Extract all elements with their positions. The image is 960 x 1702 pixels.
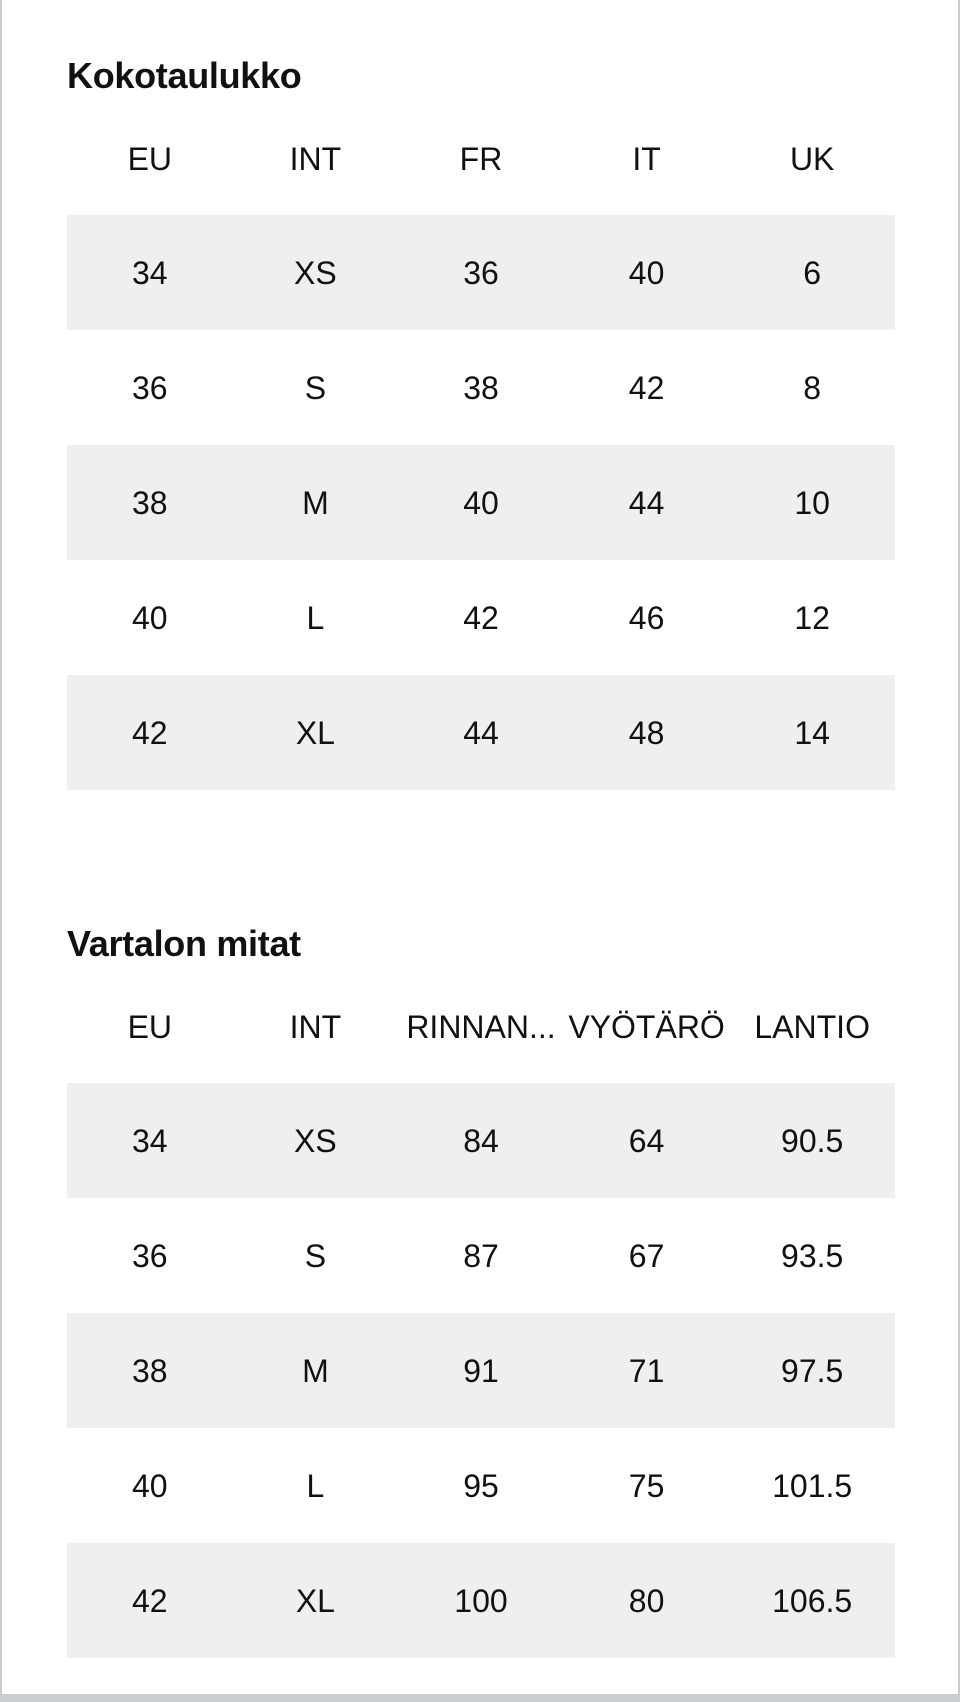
table-cell: 48 [628, 714, 665, 751]
table-cell: XL [295, 1582, 335, 1619]
table-cell: 8 [803, 369, 822, 406]
column-header-fr: FR [459, 141, 503, 177]
table-cell: 34 [132, 1122, 168, 1159]
table-cell: 64 [628, 1122, 665, 1159]
table-row [67, 1313, 895, 1428]
table-cell: XL [295, 714, 335, 751]
table-cell: 91 [463, 1352, 499, 1389]
table-cell: 90.5 [781, 1122, 844, 1159]
table-row [67, 1543, 895, 1658]
table-row [67, 675, 895, 790]
table-row [67, 560, 895, 675]
body-measurements-table [67, 975, 895, 1658]
table-row [67, 1083, 895, 1198]
table-cell: 10 [794, 484, 830, 521]
table-cell: 84 [463, 1122, 499, 1159]
column-header-eu: EU [127, 1009, 173, 1045]
table-cell: 12 [794, 599, 830, 636]
column-header-int: INT [289, 141, 342, 177]
table-cell: M [302, 1352, 329, 1389]
table-cell: 101.5 [772, 1467, 853, 1504]
table-cell: M [302, 484, 329, 521]
table-cell: L [306, 1467, 325, 1504]
table-cell: 42 [463, 599, 499, 636]
size-guide-panel [2, 0, 958, 1694]
table-cell: 34 [132, 254, 168, 291]
table-cell: 106.5 [772, 1582, 853, 1619]
table-cell: 40 [628, 254, 665, 291]
table-row [67, 445, 895, 560]
column-header-int: INT [289, 1009, 342, 1045]
table-cell: 40 [132, 1467, 168, 1504]
table-cell: 97.5 [781, 1352, 844, 1389]
table-row [67, 1198, 895, 1313]
table-cell: 75 [628, 1467, 665, 1504]
column-header-waist: VYÖTÄRÖ [568, 1009, 725, 1045]
table-cell: 71 [628, 1352, 665, 1389]
table-cell: XS [294, 254, 337, 291]
table-cell: 40 [132, 599, 168, 636]
table-cell: 40 [463, 484, 499, 521]
table-cell: L [306, 599, 325, 636]
body-measurements-title: Vartalon mitat [67, 923, 301, 964]
table-cell: 38 [132, 484, 168, 521]
table-cell: 36 [132, 1237, 168, 1274]
table-cell: 38 [132, 1352, 168, 1389]
table-cell: S [304, 369, 327, 406]
table-cell: 42 [628, 369, 665, 406]
table-cell: 44 [628, 484, 665, 521]
table-cell: 46 [628, 599, 665, 636]
table-cell: 36 [463, 254, 499, 291]
column-header-hip: LANTIO [754, 1009, 870, 1045]
table-cell: S [304, 1237, 327, 1274]
table-cell: 95 [463, 1467, 499, 1504]
table-cell: 100 [454, 1582, 508, 1619]
table-row [67, 215, 895, 330]
column-header-eu: EU [127, 141, 173, 177]
table-cell: XS [294, 1122, 337, 1159]
table-cell: 67 [628, 1237, 665, 1274]
column-header-it: IT [632, 141, 661, 177]
column-header-chest: RINNAN... [406, 1009, 556, 1045]
table-cell: 42 [132, 1582, 168, 1619]
table-cell: 44 [463, 714, 499, 751]
column-header-uk: UK [789, 141, 835, 177]
table-cell: 38 [463, 369, 499, 406]
size-chart-title: Kokotaulukko [67, 55, 302, 96]
table-header-row [67, 975, 895, 1083]
table-header-row [67, 107, 895, 215]
table-row [67, 1428, 895, 1543]
table-cell: 80 [628, 1582, 665, 1619]
table-cell: 6 [803, 254, 822, 291]
table-cell: 42 [132, 714, 168, 751]
table-cell: 14 [794, 714, 830, 751]
size-chart-table [67, 107, 895, 790]
table-row [67, 330, 895, 445]
table-cell: 87 [463, 1237, 499, 1274]
table-cell: 93.5 [781, 1237, 844, 1274]
table-cell: 36 [132, 369, 168, 406]
